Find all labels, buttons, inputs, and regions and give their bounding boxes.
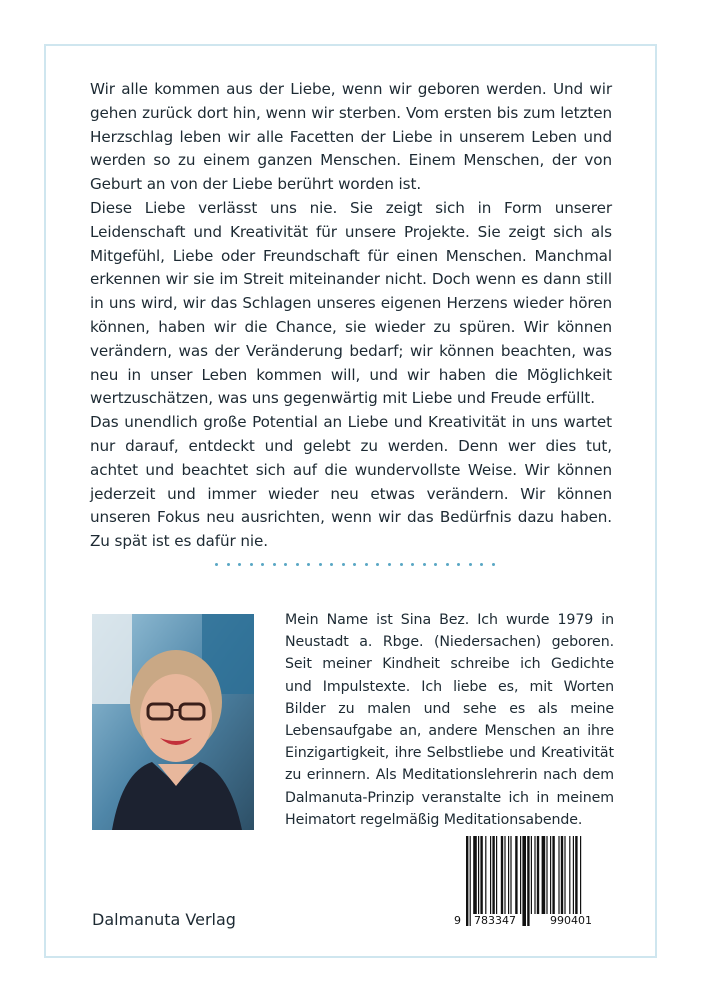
barcode-bar	[550, 836, 551, 914]
author-bio: Mein Name ist Sina Bez. Ich wurde 1979 in Neustadt a. Rbge. (Niedersachen) geboren. Seit meiner Kindheit schreibe ich Gedichte und Impulstexte. Ich liebe es, mit Worten Bilder zu malen und sehe es als meine Lebensaufgabe an, andere Menschen an ihre Einzigartigkeit, ihre Selbstliebe und Kreativität zu erinnern. Als Meditationslehrerin nach dem Dalmanuta-Prinzip veranstalte ich in meinem Heimatort regelmäßig Meditationsabende.	[285, 612, 614, 828]
barcode-bar	[542, 836, 546, 914]
barcode-bar	[504, 836, 505, 914]
barcode-bar	[485, 836, 486, 914]
barcode-bar	[580, 836, 581, 926]
barcode-right-digits: 990401	[550, 914, 592, 927]
barcode-bar	[546, 836, 547, 914]
barcode-bar	[510, 836, 511, 914]
barcode-bar	[552, 836, 554, 914]
barcode-bar	[558, 836, 559, 914]
barcode-bar	[473, 836, 477, 914]
barcode-bar	[501, 836, 503, 914]
barcode-bar	[569, 836, 570, 914]
barcode-bar	[561, 836, 563, 914]
barcode-bar	[470, 836, 471, 926]
barcode-bar	[534, 836, 535, 914]
blurb-paragraph-1: Wir alle kommen aus der Liebe, wenn wir geboren werden. Und wir gehen zurück dort hin, wenn wir sterben. Vom ersten bis zum letzten Herzschlag leben wir alle Facetten der Liebe in unserem Leben und werden so zu einem ganzen Menschen. Einem Menschen, der von Geburt an von der Liebe berührt worden ist.	[90, 80, 612, 194]
barcode-left-digits: 783347	[474, 914, 516, 927]
barcode-bar	[478, 836, 479, 914]
barcode-bar	[508, 836, 509, 914]
barcode-bar	[492, 836, 494, 914]
barcode-bar	[564, 836, 565, 914]
barcode-bar	[520, 836, 521, 914]
author-photo	[92, 614, 254, 830]
publisher-name: Dalmanuta Verlag	[92, 910, 236, 929]
barcode-bar	[575, 836, 577, 914]
barcode-bar	[537, 836, 539, 914]
barcode-bar	[573, 836, 574, 914]
blurb-paragraph-2: Diese Liebe verlässt uns nie. Sie zeigt sich in Form unserer Leidenschaft und Kreativität für unsere Projekte. Sie zeigt sich als Mitgefühl, Liebe oder Freundschaft für einen Menschen. Manchmal erkennen wir sie im Streit miteinander nicht. Doch wenn es dann still in uns wird, wir das Schlagen unseres eigenen Herzens wieder hören können, haben wir die Chance, sie wieder zu spüren. Wir können verändern, was der Veränderung bedarf; wir können beachten, was neu in unser Leben kommen will, und wir haben die Möglichkeit wertzuschätzen, was uns gegenwärtig mit Liebe und Freude erfüllt.	[90, 198, 612, 408]
barcode-bar	[522, 836, 526, 926]
blurb-paragraph-3: Das unendlich große Potential an Liebe und Kreativität in uns wartet nur darauf, entdeckt und gelebt zu werden. Denn wer dies tut, achtet und beachtet sich auf die wundervollste Weise. Wir können jederzeit und immer wieder neu etwas verändern. Wir können unseren Fokus neu ausrichten, wenn wir das Bedürfnis dazu haben. Zu spät ist es dafür nie.	[90, 413, 612, 551]
isbn-barcode	[454, 836, 612, 932]
barcode-bar	[527, 836, 529, 926]
dotted-divider	[215, 563, 495, 569]
barcode-bar	[480, 836, 482, 914]
barcode-bar	[515, 836, 517, 914]
barcode-first-digit: 9	[454, 914, 461, 927]
blurb-text	[90, 78, 612, 554]
barcode-bar	[466, 836, 468, 926]
barcode-bar	[496, 836, 497, 914]
barcode-bar	[531, 836, 532, 914]
barcode-bar	[490, 836, 491, 914]
